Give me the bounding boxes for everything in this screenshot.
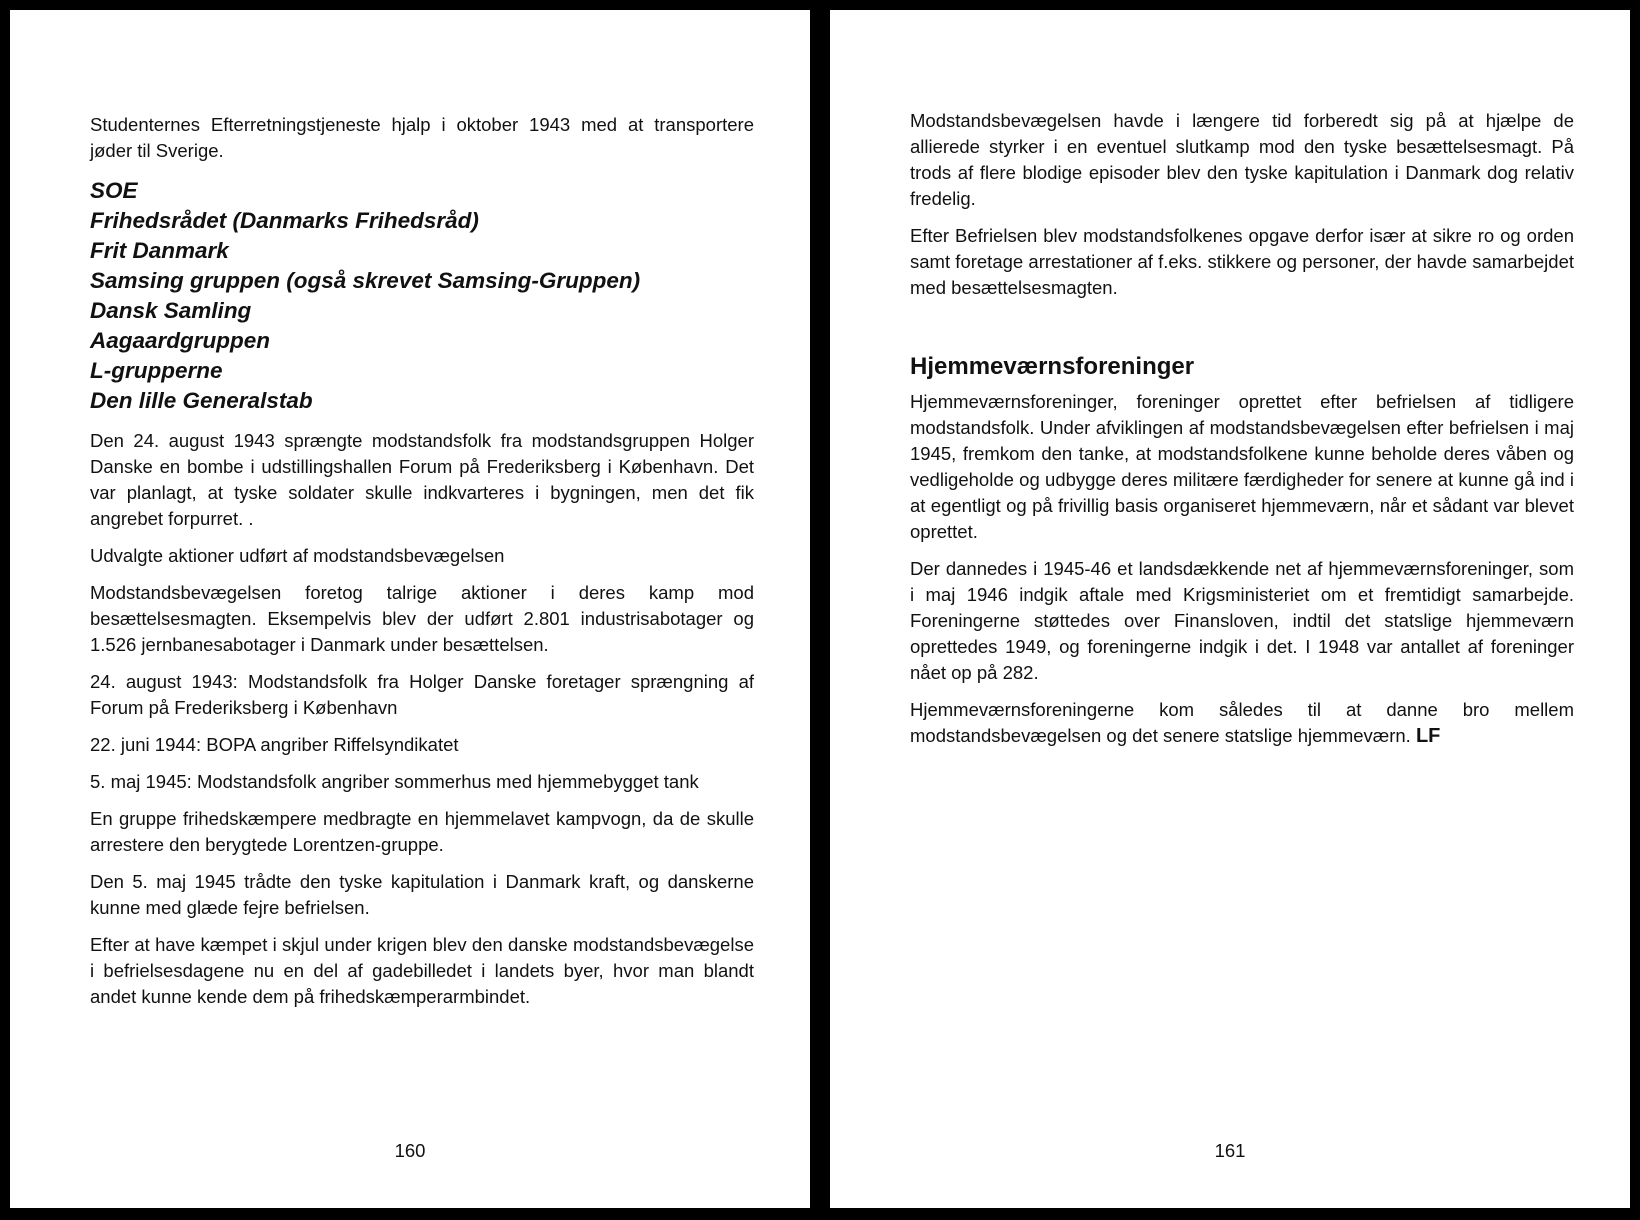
heading-samsing-gruppen: Samsing gruppen (også skrevet Samsing-Gruppen): [90, 268, 641, 293]
heading-soe: SOE: [90, 178, 138, 203]
paragraph: Efter at have kæmpet i skjul under krigen blev den danske modstandsbevægelse i befrielsesdagene nu en del af gadebilledet i landets byer, hvor man blandt andet kunne kende dem på frihedskæmperarmbindet.: [90, 934, 754, 1007]
right-page: [830, 10, 1630, 1208]
paragraph: Efter Befrielsen blev modstandsfolkenes opgave derfor især at sikre ro og orden samt foretage arrestationer af f.eks. stikkere og personer, der havde samarbejdet med besættelsesmagten.: [910, 225, 1574, 298]
paragraph: Modstandsbevægelsen havde i længere tid forberedt sig på at hjælpe de allierede styrker i en eventuel slutkamp mod den tyske besættelsesmagt. På trods af flere blodige episoder blev den tyske kapitulation i Danmark dog relativ fredelig.: [910, 110, 1574, 209]
paragraph: Den 24. august 1943 sprængte modstandsfolk fra modstandsgruppen Holger Danske en bombe i udstillingshallen Forum på Frederiksberg i København. Det var planlagt, at tyske soldater skulle indkvarteres i bygningen, men det fik angrebet forpurret. .: [90, 430, 754, 529]
author-signature: LF: [1415, 725, 1441, 747]
section-heading: Hjemmeværnsforeninger: [910, 353, 1195, 380]
right-page-content: [910, 108, 1574, 760]
paragraph: Der dannedes i 1945-46 et landsdækkende net af hjemmeværnsforeninger, som i maj 1946 indgik aftale med Krigsministeriet om et fremtidigt samarbejde. Foreningerne støttedes over Finansloven, indtil det statslige hjemmeværn oprettedes 1949, og foreningerne indgik i det. I 1948 var antallet af foreninger nået op på 282.: [910, 558, 1574, 683]
paragraph: Den 5. maj 1945 trådte den tyske kapitulation i Danmark kraft, og danskerne kunne med glæde fejre befrielsen.: [90, 871, 754, 918]
page-number: 161: [1214, 1140, 1246, 1161]
paragraph: 5. maj 1945: Modstandsfolk angriber sommerhus med hjemmebygget tank: [90, 771, 699, 792]
paragraph: En gruppe frihedskæmpere medbragte en hjemmelavet kampvogn, da de skulle arrestere den berygtede Lorentzen-gruppe.: [90, 808, 754, 855]
heading-list: [90, 176, 754, 416]
final-paragraph: [910, 697, 1574, 749]
heading-aagaardgruppen: Aagaardgruppen: [90, 328, 271, 353]
left-page-content: [90, 112, 754, 1021]
heading-den-lille-generalstab: Den lille Generalstab: [90, 388, 313, 413]
heading-dansk-samling: Dansk Samling: [90, 298, 252, 323]
page-number: 160: [394, 1140, 426, 1161]
heading-frit-danmark: Frit Danmark: [90, 238, 229, 263]
paragraph: 24. august 1943: Modstandsfolk fra Holger Danske foretager sprængning af Forum på Frederiksberg i København: [90, 671, 754, 718]
heading-l-grupperne: L-grupperne: [90, 358, 223, 383]
heading-frihedsraadet: Frihedsrådet (Danmarks Frihedsråd): [90, 208, 479, 233]
paragraph: 22. juni 1944: BOPA angriber Riffelsyndikatet: [90, 734, 459, 755]
paragraph: Udvalgte aktioner udført af modstandsbevægelsen: [90, 545, 505, 566]
paragraph: Hjemmeværnsforeninger, foreninger oprettet efter befrielsen af tidligere modstandsfolk. Under afviklingen af modstandsbevægelsen efter befrielsen i maj 1945, fremkom den tanke, at modstandsfolkene kunne beholde deres våben og vedligeholde og udbygge deres militære færdigheder for senere at kunne gå ind i at egentligt og på frivillig basis organiseret hjemmeværn, når et sådant var blevet oprettet.: [910, 391, 1574, 542]
paragraph: Studenternes Efterretningstjeneste hjalp i oktober 1943 med at transportere jøder til Sverige.: [90, 114, 754, 161]
paragraph: Modstandsbevægelsen foretog talrige aktioner i deres kamp mod besættelsesmagten. Eksempelvis blev der udført 2.801 industrisabotager og 1.526 jernbanesabotager i Danmark under besættelsen.: [90, 582, 754, 655]
left-page: [10, 10, 810, 1208]
final-paragraph-text: Hjemmeværnsforeningerne kom således til at danne bro mellem modstandsbevægelsen og det senere statslige hjemmeværn.: [910, 699, 1574, 746]
